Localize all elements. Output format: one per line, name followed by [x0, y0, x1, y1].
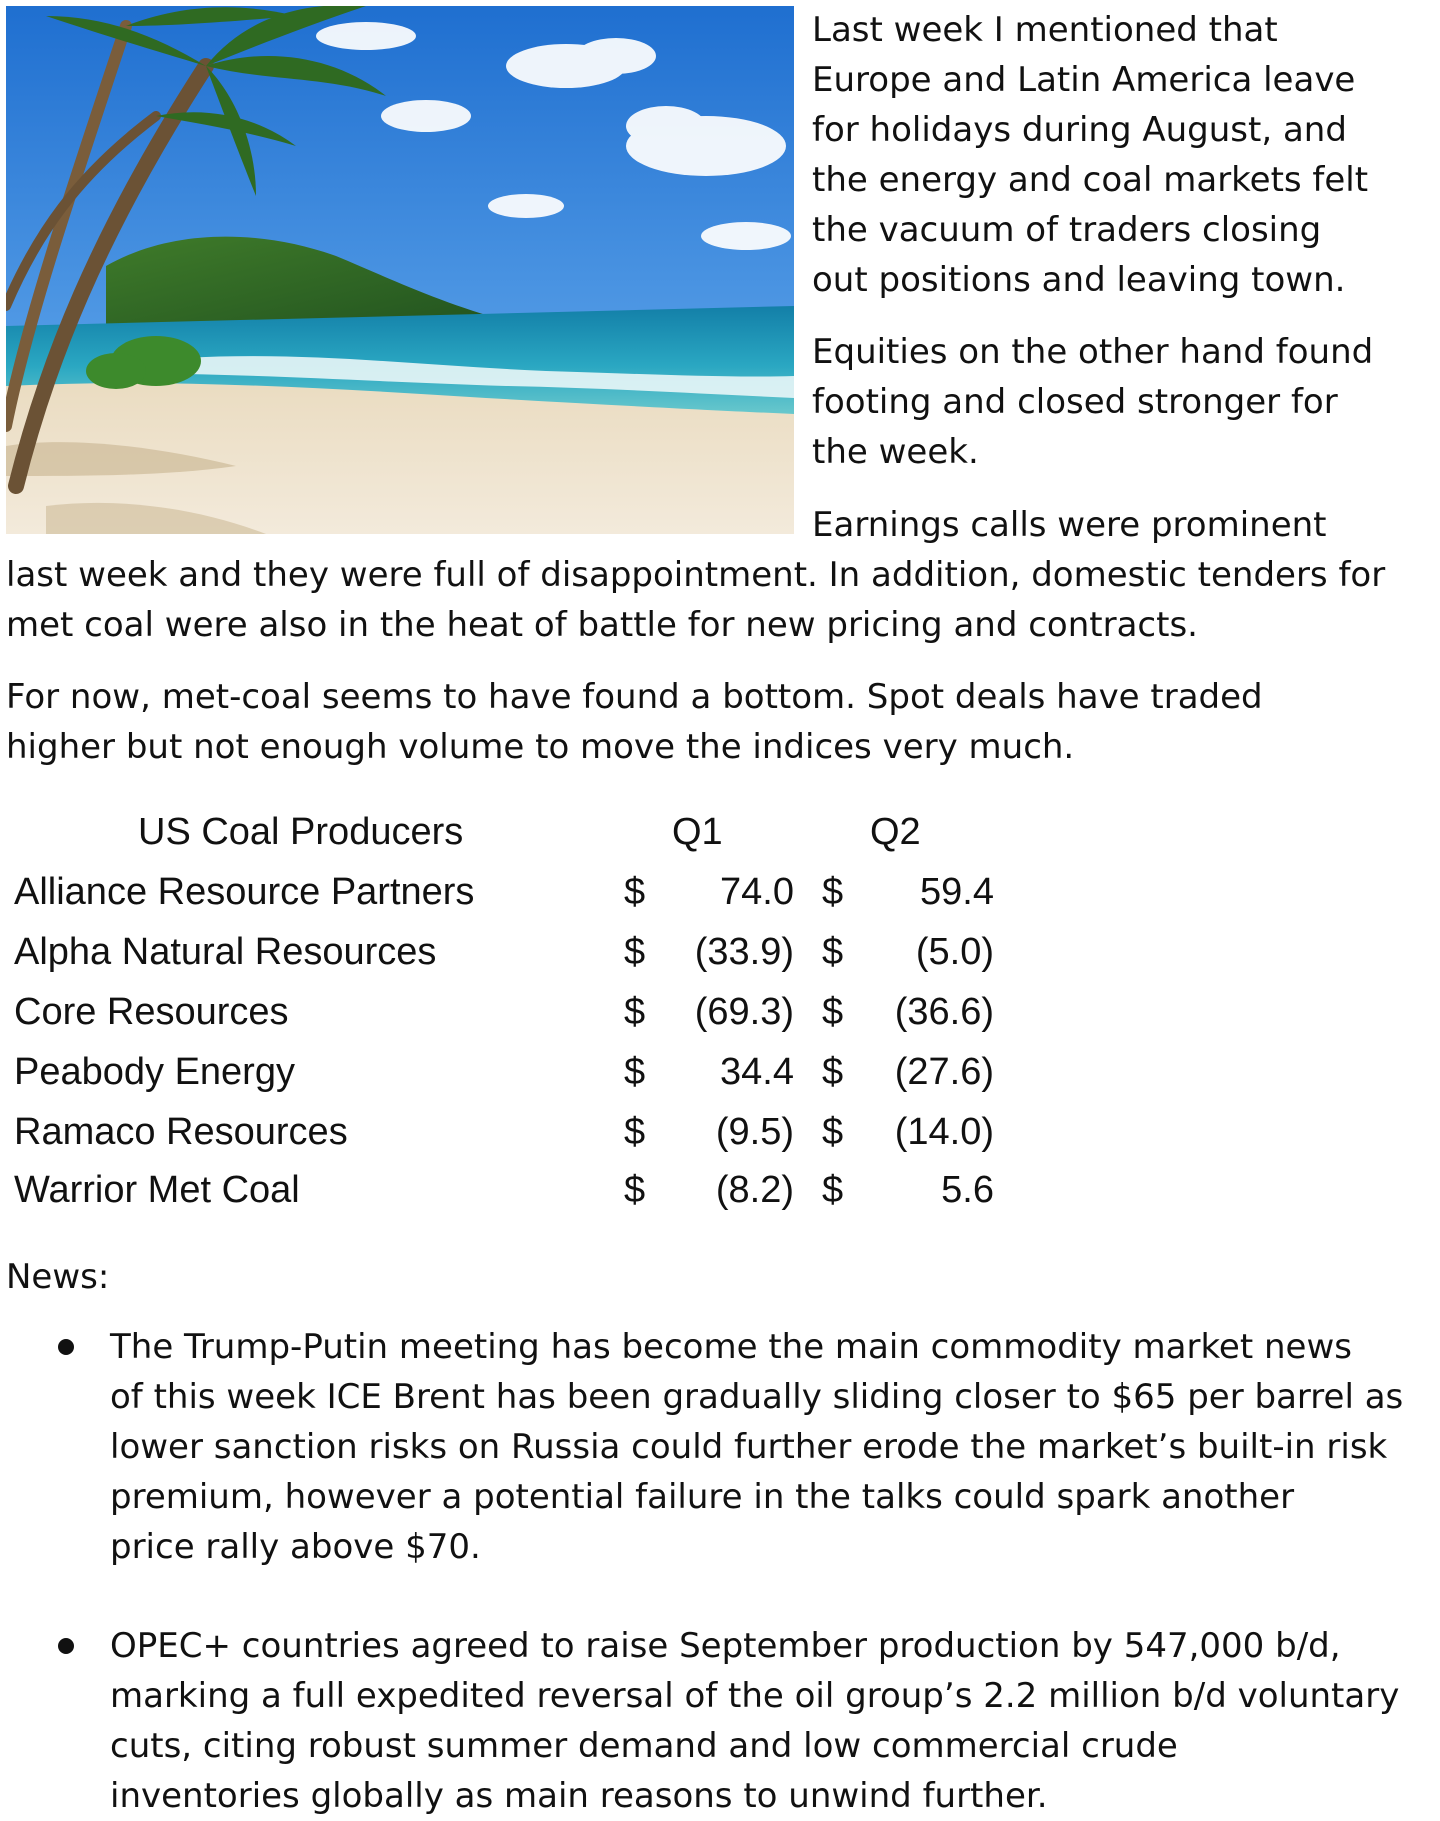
table-row-currency: $ [624, 871, 646, 913]
table-row-name: Alliance Resource Partners [14, 871, 475, 913]
earnings-line: Earnings calls were prominent [812, 505, 1327, 545]
table-row-currency: $ [822, 1051, 844, 1093]
table-row-q1: (8.2) [715, 1169, 794, 1211]
news-item [110, 1322, 1403, 1572]
intro-line: the energy and coal markets felt [812, 160, 1369, 200]
table-row-name: Warrior Met Coal [14, 1169, 300, 1211]
intro-line: the vacuum of traders closing [812, 210, 1322, 250]
news-item-line: lower sanction risks on Russia could further erode the market’s built-in risk [110, 1427, 1388, 1467]
bullet-icon [58, 1339, 74, 1355]
news-item-line: premium, however a potential failure in the talks could spark another [110, 1477, 1295, 1517]
equities-line: footing and closed stronger for [812, 382, 1338, 422]
equities-line: Equities on the other hand found [812, 332, 1374, 372]
table-row-q1: 34.4 [720, 1051, 794, 1093]
table-row-name: Alpha Natural Resources [14, 931, 437, 973]
table-row-currency: $ [822, 1169, 844, 1211]
earnings-line: met coal were also in the heat of battle for new pricing and contracts. [6, 605, 1198, 645]
table-row-q2: (36.6) [894, 991, 994, 1033]
news-item-line: of this week ICE Brent has been gradually sliding closer to $65 per barrel as [110, 1377, 1404, 1417]
table-row-currency: $ [624, 1111, 646, 1153]
table-row-currency: $ [624, 931, 646, 973]
news-item-line: inventories globally as main reasons to unwind further. [110, 1776, 1048, 1816]
news-item-line: cuts, citing robust summer demand and low commercial crude [110, 1726, 1178, 1766]
news-label: News: [6, 1257, 110, 1297]
earnings-line: last week and they were full of disappointment. In addition, domestic tenders for [6, 555, 1386, 595]
table-row-name: Ramaco Resources [14, 1111, 348, 1153]
table-row-currency: $ [624, 991, 646, 1033]
table-row-name: Peabody Energy [14, 1051, 295, 1093]
table-row-currency: $ [822, 991, 844, 1033]
news-item-line: price rally above $70. [110, 1527, 481, 1567]
table-row-q1: 74.0 [720, 871, 794, 913]
table-row-currency: $ [624, 1051, 646, 1093]
table-row-q2: (27.6) [894, 1051, 994, 1093]
intro-line: out positions and leaving town. [812, 260, 1346, 300]
table-row-q2: 59.4 [920, 871, 994, 913]
table-row-currency: $ [822, 871, 844, 913]
news-item-line: The Trump-Putin meeting has become the main commodity market news [110, 1327, 1352, 1367]
table-row-q1: (9.5) [715, 1111, 794, 1153]
intro-line: Last week I mentioned that [812, 10, 1278, 50]
table-header-q1: Q1 [672, 811, 723, 853]
equities-line: the week. [812, 432, 979, 472]
intro-line: Europe and Latin America leave [812, 60, 1356, 100]
table-row-currency: $ [624, 1169, 646, 1211]
metcoal-line: For now, met-coal seems to have found a bottom. Spot deals have traded [6, 677, 1263, 717]
bullet-icon [58, 1638, 74, 1654]
table-row-q1: (33.9) [694, 931, 794, 973]
news-item [110, 1621, 1399, 1821]
table-row-q2: (14.0) [894, 1111, 994, 1153]
metcoal-line: higher but not enough volume to move the indices very much. [6, 727, 1075, 767]
table-row-q2: 5.6 [941, 1169, 994, 1211]
table-header-q2: Q2 [870, 811, 921, 853]
table-row-currency: $ [822, 1111, 844, 1153]
news-item-line: OPEC+ countries agreed to raise September production by 547,000 b/d, [110, 1626, 1341, 1666]
table-row-q2: (5.0) [915, 931, 994, 973]
table-row-name: Core Resources [14, 991, 289, 1033]
table-row-currency: $ [822, 931, 844, 973]
table-row-q1: (69.3) [694, 991, 794, 1033]
table-header-producers: US Coal Producers [138, 811, 464, 853]
news-item-line: marking a full expedited reversal of the oil group’s 2.2 million b/d voluntary [110, 1676, 1400, 1716]
intro-line: for holidays during August, and [812, 110, 1347, 150]
